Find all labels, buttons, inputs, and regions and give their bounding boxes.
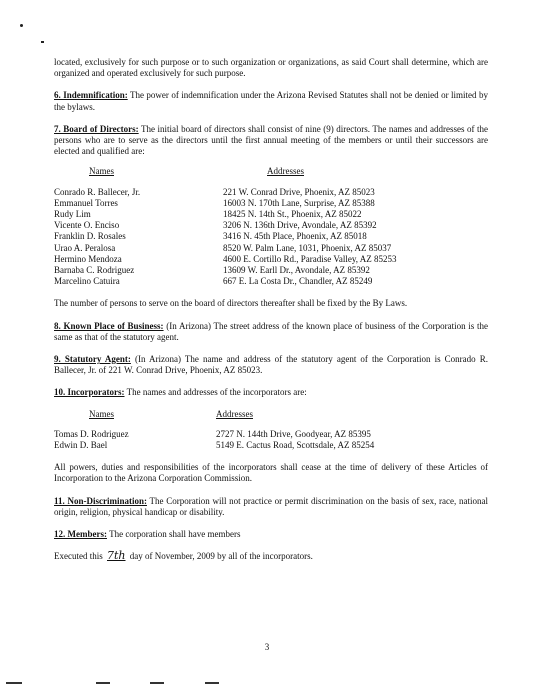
executed-prefix: Executed this [54, 551, 103, 562]
section-10-body: The names and addresses of the incorporators are: [124, 387, 307, 398]
section-11-heading: 11. Non-Discrimination: [54, 495, 147, 506]
section-12 [54, 529, 488, 540]
director-name: Hermino Mendoza [54, 253, 122, 264]
section-6-heading: 6. Indemnification: [54, 90, 128, 101]
director-address: 3206 N. 136th Drive, Avondale, AZ 85392 [223, 220, 377, 231]
section-7-heading: 7. Board of Directors: [54, 123, 139, 134]
document-page [54, 57, 488, 562]
section-6 [54, 90, 488, 112]
incorporator-name: Edwin D. Bael [54, 439, 108, 450]
section-11 [54, 496, 488, 518]
scan-mark-bottom [205, 682, 219, 684]
incorporators-addresses [216, 429, 488, 451]
section-9-body: (In Arizona) The name and address of the statutory agent of the Corporation is Conrado R. Ballecer, Jr. of 221 W. Conrad Drive, Phoenix, AZ 85023. [54, 353, 489, 376]
director-address: 18425 N. 14th St., Phoenix, AZ 85022 [223, 209, 362, 219]
incorporators-header [54, 409, 488, 420]
directors-table [54, 187, 488, 288]
incorporator-addresses-column-header: Addresses [216, 408, 253, 419]
handwritten-day: 7th [107, 549, 126, 563]
section-12-body: The corporation shall have members [106, 528, 241, 539]
addresses-column-header: Addresses [267, 166, 304, 177]
section-10 [54, 387, 488, 398]
director-address: 221 W. Conrad Drive, Phoenix, AZ 85023 [223, 186, 375, 197]
directors-after-paragraph: The number of persons to serve on the board of directors thereafter shall be fixed by the By Laws. [54, 298, 408, 309]
incorporators-names [54, 429, 216, 451]
incorporators-after-paragraph: All powers, duties and responsibilities of the incorporators shall cease at the time of delivery of these Articles of Incorporation to the Arizona Corporation Commission. [54, 462, 488, 484]
director-address: 8520 W. Palm Lane, 1031, Phoenix, AZ 85037 [223, 242, 392, 253]
director-address: 13609 W. Earll Dr., Avondale, AZ 85392 [223, 264, 370, 275]
section-6-body: The power of indemnification under the Arizona Revised Statutes shall not be denied or limited by the bylaws. [54, 90, 488, 112]
incorporator-name: Tomas D. Rodriguez [54, 428, 129, 439]
executed-suffix: day of November, 2009 by all of the incorporators. [127, 551, 313, 562]
names-column-header: Names [89, 166, 114, 177]
directors-addresses [223, 187, 488, 288]
director-name: Barnaba C. Rodriguez [54, 264, 135, 275]
page-number: 3 [264, 642, 270, 652]
directors-names [54, 187, 223, 288]
section-9-heading: 9. Statutory Agent: [54, 353, 131, 364]
incorporator-names-column-header: Names [89, 408, 114, 419]
scan-mark-bottom [6, 682, 22, 684]
section-8-heading: 8. Known Place of Business: [54, 320, 164, 331]
director-address: 667 E. La Costa Dr., Chandler, AZ 85249 [223, 276, 373, 287]
director-address: 16003 N. 170th Lane, Surprise, AZ 85388 [223, 197, 375, 208]
incorporators-table [54, 429, 488, 451]
scan-mark-bottom [96, 682, 110, 684]
incorporator-address: 5149 E. Cactus Road, Scottsdale, AZ 85254 [216, 439, 375, 450]
director-name: Urao A. Peralosa [54, 242, 116, 253]
scan-mark-dash [41, 41, 44, 43]
director-name: Emmanuel Torres [54, 197, 118, 208]
section-8 [54, 321, 488, 343]
section-12-heading: 12. Members: [54, 528, 107, 539]
director-name: Vicente O. Enciso [54, 220, 120, 231]
director-address: 4600 E. Cortillo Rd., Paradise Valley, AZ 85253 [223, 253, 397, 264]
director-name: Marcelino Catuira [54, 276, 120, 287]
section-8-body: (In Arizona) The street address of the known place of business of the Corporation is the same as that of the statutory agent. [54, 320, 488, 342]
directors-header [54, 166, 488, 177]
section-7-body: The initial board of directors shall consist of nine (9) directors. The names and addresses of the persons who are to serve as the directors until the first annual meeting of the members or until their successors are elected and qualified are: [54, 123, 488, 157]
section-9 [54, 354, 488, 376]
director-name: Franklin D. Rosales [54, 231, 126, 242]
director-name: Conrado R. Ballecer, Jr. [54, 186, 141, 197]
scan-mark-bottom [150, 682, 164, 684]
executed-line [54, 550, 488, 562]
scan-mark-dot [20, 24, 23, 27]
section-11-body: The Corporation will not practice or permit discrimination on the basis of sex, race, national origin, religion, physical handicap or disability. [54, 495, 488, 517]
incorporator-address: 2727 N. 144th Drive, Goodyear, AZ 85395 [216, 428, 371, 439]
intro-paragraph: located, exclusively for such purpose or to such organization or organizations, as said Court shall determine, which are organized and operated exclusively for such purpose. [54, 57, 488, 79]
section-10-heading: 10. Incorporators: [54, 387, 125, 398]
director-address: 3416 N. 45th Place, Phoenix, AZ 85018 [223, 231, 367, 242]
section-7 [54, 124, 488, 158]
director-name: Rudy Lim [54, 209, 91, 219]
